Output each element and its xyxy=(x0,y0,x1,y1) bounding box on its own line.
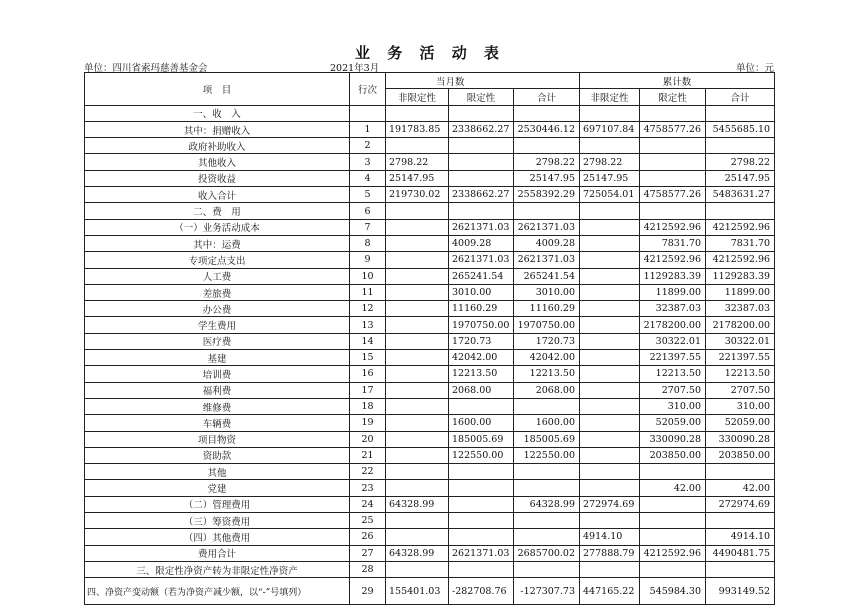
cell-current-restricted xyxy=(449,138,514,154)
cell-current-unrestricted xyxy=(386,105,449,121)
cell-cumulative-unrestricted: 447165.22 xyxy=(580,578,640,605)
cell-current-total: 122550.00 xyxy=(514,447,580,463)
cell-cumulative-restricted xyxy=(640,513,706,529)
cell-item: 福利费 xyxy=(85,382,350,398)
cell-current-total: 11160.29 xyxy=(514,301,580,317)
cell-line: 21 xyxy=(350,447,386,463)
cell-current-unrestricted xyxy=(386,219,449,235)
cell-line: 24 xyxy=(350,496,386,512)
table-row xyxy=(85,252,775,268)
cell-line: 22 xyxy=(350,464,386,480)
cell-line xyxy=(350,105,386,121)
cell-current-total: 12213.50 xyxy=(514,366,580,382)
table-row xyxy=(85,366,775,382)
report-date: 2021年3月 xyxy=(330,63,380,74)
cell-current-unrestricted xyxy=(386,235,449,251)
cell-current-restricted: 3010.00 xyxy=(449,284,514,300)
table-row xyxy=(85,170,775,186)
cell-line: 25 xyxy=(350,513,386,529)
cell-cumulative-total: 4212592.96 xyxy=(706,219,775,235)
cell-cumulative-restricted: 330090.28 xyxy=(640,431,706,447)
cell-cumulative-restricted: 11899.00 xyxy=(640,284,706,300)
cell-item: 费用合计 xyxy=(85,545,350,561)
cell-current-unrestricted xyxy=(386,513,449,529)
cell-current-unrestricted: 64328.99 xyxy=(386,545,449,561)
cell-cumulative-total: 330090.28 xyxy=(706,431,775,447)
cell-cumulative-unrestricted: 2798.22 xyxy=(580,154,640,170)
cell-current-total: 1970750.00 xyxy=(514,317,580,333)
cell-current-restricted: 2621371.03 xyxy=(449,252,514,268)
cell-cumulative-total: 221397.55 xyxy=(706,350,775,366)
cell-line: 23 xyxy=(350,480,386,496)
table-row xyxy=(85,105,775,121)
cell-cumulative-restricted: 4212592.96 xyxy=(640,219,706,235)
cell-current-total: 2621371.03 xyxy=(514,219,580,235)
cell-current-restricted: 265241.54 xyxy=(449,268,514,284)
cell-current-total: 42042.00 xyxy=(514,350,580,366)
cell-cumulative-total: 42.00 xyxy=(706,480,775,496)
cell-current-restricted xyxy=(449,170,514,186)
cell-current-restricted: 2338662.27 xyxy=(449,187,514,203)
cell-current-unrestricted: 64328.99 xyxy=(386,496,449,512)
cell-current-restricted xyxy=(449,529,514,545)
cell-current-total: -127307.73 xyxy=(514,578,580,605)
cell-cumulative-total: 11899.00 xyxy=(706,284,775,300)
cell-cumulative-restricted xyxy=(640,170,706,186)
cell-cumulative-total: 2798.22 xyxy=(706,154,775,170)
cell-line: 14 xyxy=(350,333,386,349)
cell-current-unrestricted xyxy=(386,398,449,414)
cell-cumulative-unrestricted xyxy=(580,333,640,349)
cell-cumulative-total: 2707.50 xyxy=(706,382,775,398)
cell-cumulative-unrestricted xyxy=(580,301,640,317)
table-row xyxy=(85,219,775,235)
cell-line: 27 xyxy=(350,545,386,561)
cell-current-total: 2530446.12 xyxy=(514,121,580,137)
cell-item: 三、限定性净资产转为非限定性净资产 xyxy=(85,561,350,577)
cell-cumulative-restricted xyxy=(640,529,706,545)
cell-current-restricted: 4009.28 xyxy=(449,235,514,251)
cell-cumulative-total xyxy=(706,513,775,529)
cell-line: 6 xyxy=(350,203,386,219)
cell-current-total: 2685700.02 xyxy=(514,545,580,561)
cell-line: 16 xyxy=(350,366,386,382)
cell-cumulative-restricted: 42.00 xyxy=(640,480,706,496)
cell-line: 8 xyxy=(350,235,386,251)
cell-current-restricted: 1970750.00 xyxy=(449,317,514,333)
cell-line: 1 xyxy=(350,121,386,137)
cell-item: 收入合计 xyxy=(85,187,350,203)
cell-cumulative-total xyxy=(706,203,775,219)
cell-current-unrestricted: 2798.22 xyxy=(386,154,449,170)
cell-cumulative-restricted: 545984.30 xyxy=(640,578,706,605)
cell-item: （四）其他费用 xyxy=(85,529,350,545)
cell-current-total: 2068.00 xyxy=(514,382,580,398)
cell-cumulative-unrestricted: 277888.79 xyxy=(580,545,640,561)
table-row xyxy=(85,578,775,605)
cell-cumulative-unrestricted: 272974.69 xyxy=(580,496,640,512)
cell-current-total xyxy=(514,561,580,577)
table-row xyxy=(85,415,775,431)
cell-current-restricted: 122550.00 xyxy=(449,447,514,463)
table-row xyxy=(85,235,775,251)
cell-cumulative-restricted xyxy=(640,464,706,480)
header-cu-unrestricted: 非限定性 xyxy=(580,89,640,105)
cell-item: 其他收入 xyxy=(85,154,350,170)
cell-item: 党建 xyxy=(85,480,350,496)
cell-current-restricted: 2068.00 xyxy=(449,382,514,398)
cell-current-unrestricted xyxy=(386,317,449,333)
cell-cumulative-total: 32387.03 xyxy=(706,301,775,317)
cell-current-unrestricted: 219730.02 xyxy=(386,187,449,203)
cell-current-restricted: 2621371.03 xyxy=(449,219,514,235)
cell-current-restricted: 185005.69 xyxy=(449,431,514,447)
cell-cumulative-restricted: 1129283.39 xyxy=(640,268,706,284)
cell-current-total xyxy=(514,464,580,480)
cell-current-unrestricted xyxy=(386,284,449,300)
cell-current-unrestricted: 155401.03 xyxy=(386,578,449,605)
cell-cumulative-total: 993149.52 xyxy=(706,578,775,605)
cell-current-restricted xyxy=(449,464,514,480)
cell-cumulative-unrestricted xyxy=(580,203,640,219)
cell-current-restricted: 11160.29 xyxy=(449,301,514,317)
cell-cumulative-total: 5455685.10 xyxy=(706,121,775,137)
cell-current-unrestricted xyxy=(386,138,449,154)
cell-cumulative-restricted: 7831.70 xyxy=(640,235,706,251)
cell-item: 基建 xyxy=(85,350,350,366)
cell-cumulative-restricted xyxy=(640,138,706,154)
cell-line: 20 xyxy=(350,431,386,447)
cell-item: 专项定点支出 xyxy=(85,252,350,268)
cell-current-total: 25147.95 xyxy=(514,170,580,186)
cell-cumulative-total: 4914.10 xyxy=(706,529,775,545)
cell-cumulative-total xyxy=(706,464,775,480)
cell-line: 19 xyxy=(350,415,386,431)
cell-item: 四、净资产变动额（若为净资产减少额，以“-”号填列） xyxy=(85,578,350,605)
cell-cumulative-unrestricted xyxy=(580,235,640,251)
cell-cumulative-unrestricted xyxy=(580,415,640,431)
cell-cumulative-restricted: 310.00 xyxy=(640,398,706,414)
cell-current-total xyxy=(514,138,580,154)
cell-cumulative-restricted: 32387.03 xyxy=(640,301,706,317)
cell-current-total xyxy=(514,513,580,529)
cell-current-restricted xyxy=(449,561,514,577)
cell-cumulative-restricted xyxy=(640,496,706,512)
cell-item: 资助款 xyxy=(85,447,350,463)
header-line: 行次 xyxy=(350,73,386,106)
cell-cumulative-total: 12213.50 xyxy=(706,366,775,382)
table-row xyxy=(85,431,775,447)
header-cu-restricted: 限定性 xyxy=(640,89,706,105)
cell-item: 办公费 xyxy=(85,301,350,317)
cell-current-total: 2621371.03 xyxy=(514,252,580,268)
cell-line: 10 xyxy=(350,268,386,284)
cell-cumulative-unrestricted: 697107.84 xyxy=(580,121,640,137)
cell-current-unrestricted xyxy=(386,252,449,268)
cell-cumulative-restricted xyxy=(640,154,706,170)
cell-current-unrestricted: 191783.85 xyxy=(386,121,449,137)
table-row xyxy=(85,513,775,529)
cell-cumulative-restricted: 2178200.00 xyxy=(640,317,706,333)
table-row xyxy=(85,382,775,398)
cell-current-unrestricted xyxy=(386,529,449,545)
header-cm-unrestricted: 非限定性 xyxy=(386,89,449,105)
cell-item: （三）筹资费用 xyxy=(85,513,350,529)
cell-item: 二、费 用 xyxy=(85,203,350,219)
cell-cumulative-total: 4212592.96 xyxy=(706,252,775,268)
cell-cumulative-unrestricted xyxy=(580,284,640,300)
cell-cumulative-total: 25147.95 xyxy=(706,170,775,186)
table-row xyxy=(85,138,775,154)
table-row xyxy=(85,545,775,561)
cell-cumulative-total xyxy=(706,105,775,121)
cell-cumulative-restricted: 4758577.26 xyxy=(640,187,706,203)
cell-current-total: 2798.22 xyxy=(514,154,580,170)
header-item: 项 目 xyxy=(85,73,350,106)
cell-item: 维修费 xyxy=(85,398,350,414)
cell-cumulative-unrestricted xyxy=(580,268,640,284)
cell-current-restricted: 2621371.03 xyxy=(449,545,514,561)
cell-current-restricted: 2338662.27 xyxy=(449,121,514,137)
cell-current-unrestricted: 25147.95 xyxy=(386,170,449,186)
cell-cumulative-unrestricted xyxy=(580,350,640,366)
cell-current-unrestricted xyxy=(386,447,449,463)
cell-cumulative-unrestricted: 25147.95 xyxy=(580,170,640,186)
cell-item: （二）管理费用 xyxy=(85,496,350,512)
cell-line: 11 xyxy=(350,284,386,300)
table-row xyxy=(85,350,775,366)
header-cumulative: 累计数 xyxy=(580,73,775,89)
cell-cumulative-total: 2178200.00 xyxy=(706,317,775,333)
table-row xyxy=(85,398,775,414)
cell-item: 车辆费 xyxy=(85,415,350,431)
cell-cumulative-restricted: 12213.50 xyxy=(640,366,706,382)
cell-current-total xyxy=(514,480,580,496)
cell-cumulative-total: 5483631.27 xyxy=(706,187,775,203)
cell-item: 医疗费 xyxy=(85,333,350,349)
cell-cumulative-total: 7831.70 xyxy=(706,235,775,251)
report-title: 业 务 活 动 表 xyxy=(355,44,505,62)
cell-line: 12 xyxy=(350,301,386,317)
cell-cumulative-unrestricted xyxy=(580,382,640,398)
header-cm-total: 合计 xyxy=(514,89,580,105)
business-activity-table xyxy=(84,72,775,605)
cell-line: 3 xyxy=(350,154,386,170)
cell-cumulative-restricted xyxy=(640,203,706,219)
cell-current-total: 4009.28 xyxy=(514,235,580,251)
currency-unit: 单位：元 xyxy=(735,63,774,74)
table-row xyxy=(85,464,775,480)
cell-cumulative-unrestricted xyxy=(580,366,640,382)
cell-current-restricted xyxy=(449,203,514,219)
cell-line: 13 xyxy=(350,317,386,333)
cell-cumulative-unrestricted xyxy=(580,513,640,529)
cell-current-unrestricted xyxy=(386,431,449,447)
cell-item: （一）业务活动成本 xyxy=(85,219,350,235)
cell-line: 18 xyxy=(350,398,386,414)
cell-current-total: 185005.69 xyxy=(514,431,580,447)
cell-line: 9 xyxy=(350,252,386,268)
cell-line: 15 xyxy=(350,350,386,366)
cell-line: 7 xyxy=(350,219,386,235)
cell-current-total xyxy=(514,529,580,545)
table-row xyxy=(85,121,775,137)
cell-cumulative-unrestricted xyxy=(580,252,640,268)
cell-current-restricted: 12213.50 xyxy=(449,366,514,382)
cell-cumulative-unrestricted xyxy=(580,398,640,414)
cell-current-restricted xyxy=(449,154,514,170)
cell-line: 4 xyxy=(350,170,386,186)
cell-current-unrestricted xyxy=(386,561,449,577)
cell-current-restricted: 1600.00 xyxy=(449,415,514,431)
cell-cumulative-unrestricted: 725054.01 xyxy=(580,187,640,203)
cell-cumulative-total: 203850.00 xyxy=(706,447,775,463)
cell-current-total: 64328.99 xyxy=(514,496,580,512)
cell-item: 其他 xyxy=(85,464,350,480)
cell-current-unrestricted xyxy=(386,203,449,219)
cell-item: 差旅费 xyxy=(85,284,350,300)
header-cu-total: 合计 xyxy=(706,89,775,105)
cell-cumulative-restricted: 2707.50 xyxy=(640,382,706,398)
table-row xyxy=(85,333,775,349)
table-row xyxy=(85,480,775,496)
table-row xyxy=(85,301,775,317)
cell-current-unrestricted xyxy=(386,366,449,382)
table-row xyxy=(85,529,775,545)
report-meta xyxy=(84,60,774,72)
table-row xyxy=(85,187,775,203)
cell-cumulative-unrestricted xyxy=(580,561,640,577)
cell-cumulative-restricted: 52059.00 xyxy=(640,415,706,431)
header-current-month: 当月数 xyxy=(386,73,580,89)
cell-line: 17 xyxy=(350,382,386,398)
cell-current-restricted xyxy=(449,480,514,496)
cell-current-total: 1600.00 xyxy=(514,415,580,431)
cell-line: 26 xyxy=(350,529,386,545)
cell-item: 项目物资 xyxy=(85,431,350,447)
cell-cumulative-total xyxy=(706,138,775,154)
organization-unit: 单位：四川省索玛慈善基金会 xyxy=(84,63,208,74)
cell-line: 5 xyxy=(350,187,386,203)
cell-cumulative-unrestricted xyxy=(580,431,640,447)
cell-line: 2 xyxy=(350,138,386,154)
table-row xyxy=(85,154,775,170)
table-body xyxy=(85,105,775,605)
cell-current-unrestricted xyxy=(386,268,449,284)
cell-cumulative-unrestricted xyxy=(580,219,640,235)
table-row xyxy=(85,268,775,284)
cell-current-total xyxy=(514,203,580,219)
cell-cumulative-restricted: 221397.55 xyxy=(640,350,706,366)
cell-cumulative-unrestricted xyxy=(580,480,640,496)
table-row xyxy=(85,203,775,219)
table-row xyxy=(85,284,775,300)
cell-cumulative-restricted xyxy=(640,105,706,121)
table-row xyxy=(85,496,775,512)
cell-cumulative-unrestricted xyxy=(580,447,640,463)
cell-current-unrestricted xyxy=(386,382,449,398)
cell-cumulative-total: 272974.69 xyxy=(706,496,775,512)
cell-current-total: 265241.54 xyxy=(514,268,580,284)
cell-cumulative-restricted: 203850.00 xyxy=(640,447,706,463)
cell-cumulative-total: 30322.01 xyxy=(706,333,775,349)
cell-cumulative-unrestricted xyxy=(580,105,640,121)
table-header-row xyxy=(85,73,775,89)
table-row xyxy=(85,447,775,463)
cell-cumulative-unrestricted xyxy=(580,138,640,154)
cell-item: 人工费 xyxy=(85,268,350,284)
header-cm-restricted: 限定性 xyxy=(449,89,514,105)
cell-cumulative-restricted: 4212592.96 xyxy=(640,545,706,561)
cell-line: 29 xyxy=(350,578,386,605)
cell-item: 学生费用 xyxy=(85,317,350,333)
cell-current-restricted xyxy=(449,513,514,529)
cell-current-restricted: -282708.76 xyxy=(449,578,514,605)
cell-current-restricted xyxy=(449,496,514,512)
table-row xyxy=(85,317,775,333)
cell-item: 投资收益 xyxy=(85,170,350,186)
cell-current-total: 1720.73 xyxy=(514,333,580,349)
cell-cumulative-unrestricted: 4914.10 xyxy=(580,529,640,545)
cell-cumulative-restricted: 30322.01 xyxy=(640,333,706,349)
cell-line: 28 xyxy=(350,561,386,577)
cell-cumulative-total: 1129283.39 xyxy=(706,268,775,284)
cell-item: 一、收 入 xyxy=(85,105,350,121)
cell-current-total xyxy=(514,398,580,414)
cell-current-total: 3010.00 xyxy=(514,284,580,300)
cell-current-unrestricted xyxy=(386,350,449,366)
cell-current-restricted: 1720.73 xyxy=(449,333,514,349)
table-row xyxy=(85,561,775,577)
cell-cumulative-total: 310.00 xyxy=(706,398,775,414)
cell-current-total xyxy=(514,105,580,121)
cell-current-total: 2558392.29 xyxy=(514,187,580,203)
cell-item: 其中：运费 xyxy=(85,235,350,251)
cell-current-unrestricted xyxy=(386,333,449,349)
cell-cumulative-total: 52059.00 xyxy=(706,415,775,431)
cell-cumulative-unrestricted xyxy=(580,317,640,333)
cell-current-unrestricted xyxy=(386,480,449,496)
cell-current-restricted xyxy=(449,105,514,121)
cell-cumulative-unrestricted xyxy=(580,464,640,480)
cell-cumulative-restricted: 4212592.96 xyxy=(640,252,706,268)
cell-cumulative-total xyxy=(706,561,775,577)
cell-item: 培训费 xyxy=(85,366,350,382)
cell-cumulative-total: 4490481.75 xyxy=(706,545,775,561)
cell-current-unrestricted xyxy=(386,415,449,431)
cell-item: 政府补助收入 xyxy=(85,138,350,154)
cell-current-restricted: 42042.00 xyxy=(449,350,514,366)
cell-cumulative-restricted: 4758577.26 xyxy=(640,121,706,137)
cell-current-unrestricted xyxy=(386,301,449,317)
cell-current-restricted xyxy=(449,398,514,414)
cell-current-unrestricted xyxy=(386,464,449,480)
cell-item: 其中：捐赠收入 xyxy=(85,121,350,137)
cell-cumulative-restricted xyxy=(640,561,706,577)
